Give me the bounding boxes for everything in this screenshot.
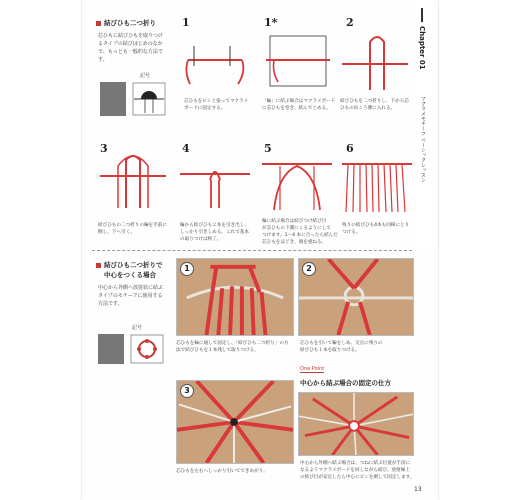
- lark-head-symbol-icon: [132, 82, 166, 116]
- photo-number-badge: 3: [180, 384, 194, 398]
- photo-number-badge: 2: [302, 262, 316, 276]
- step-number: 2: [346, 16, 354, 29]
- bullet-square: [96, 263, 101, 268]
- step4-caption: 輪から結びひも２本を引き出し、 しっかり引きしめる。これで基本 の取りつけは終了。: [180, 223, 249, 242]
- photo-one-point: [298, 392, 414, 456]
- step5-diagram: [260, 150, 334, 212]
- step6-caption: 残りの結びひも4本も同様にとり つける。: [342, 223, 410, 235]
- section1-symbol-label: 記号: [140, 73, 151, 79]
- one-point-caption: 中心から外側へ結ぶ場合は、つねに結ぶ位置が手前に なるようマクラメボードを回しながら結び、放射線上 の結び目が安定したら中心にピンを刺して固定します。: [300, 461, 415, 480]
- photo1-caption: 芯ひもを輪に通して固定し、「結びひも二つ折り」の方 法で結びひもを１本残して取りつける。: [176, 341, 289, 353]
- step-number: 5: [264, 142, 272, 155]
- step3-caption: 結びひもの二つ折りの輪を手前に 倒し、下へ引く。: [98, 223, 167, 235]
- step1-caption: 芯ひもをピンと張ってマクラメ ボードに固定する。: [184, 99, 249, 111]
- section1-desc: 芯ひもに結びひもを取りつけ るタイプの結びはじめのなか で、もっとも一般的な方法で す。: [98, 33, 164, 63]
- section-divider: [92, 250, 412, 251]
- photo2-caption: 芯ひもを引いて輪をしめ、交点に残りの 結びひも１本を取りつける。: [300, 341, 383, 353]
- chapter-label: Chapter 01: [418, 26, 426, 70]
- step1alt-caption: 「輪」に結ぶ場合はマクラメボード に芯ひもを巻き、結んでとめる。: [262, 99, 336, 111]
- step2-caption: 結びひもを二つ折りし、下から芯 ひもの向こう側に入れる。: [340, 99, 409, 111]
- one-point-tag: One Point: [300, 366, 325, 372]
- step-number: 4: [182, 142, 190, 155]
- symbol-photo: [100, 82, 126, 116]
- step-number: 6: [346, 142, 354, 155]
- step1alt-diagram: [264, 32, 334, 92]
- step2-diagram: [340, 30, 410, 94]
- center-ring-symbol-icon: [130, 334, 164, 364]
- step-number: 1: [182, 16, 190, 29]
- symbol-photo: [98, 334, 124, 364]
- step6-diagram: [340, 150, 414, 216]
- step-number: 3: [100, 142, 108, 155]
- chapter-bar: [421, 8, 423, 22]
- photo-number-badge: 1: [180, 262, 194, 276]
- step1-diagram: [180, 32, 250, 92]
- step4-diagram: [178, 150, 252, 212]
- section2-title: 結びひも二つ折りで 中心をつくる場合: [96, 260, 163, 280]
- bullet-square: [96, 21, 101, 26]
- step5-caption: 輪に結ぶ場合は結びつけ結び目 が芯ひもの下側にくるようにして つけます。1〜4 本に合ったら結んだ 芯ひもをほどき、端を重ねる。: [262, 219, 338, 245]
- step-number: 1*: [264, 16, 278, 29]
- one-point-title: 中心から結ぶ場合の固定の仕方: [300, 379, 391, 387]
- chapter-tab: [414, 0, 438, 250]
- section2-symbol-label: 記号: [132, 325, 143, 331]
- section2-desc: 中心から外側へ放射状に結ぶ タイプのモチーフに使用する 方法です。: [98, 285, 164, 307]
- page-number: 13: [414, 486, 422, 493]
- step3-diagram: [98, 150, 168, 212]
- photo3-caption: 芯ひもを左右へしっかり引いてできあがり。: [176, 469, 268, 474]
- chapter-subtitle: マクラメモチーフ ベーシックレッスン: [420, 96, 426, 183]
- section1-title: 結びひも二つ折り: [96, 18, 156, 27]
